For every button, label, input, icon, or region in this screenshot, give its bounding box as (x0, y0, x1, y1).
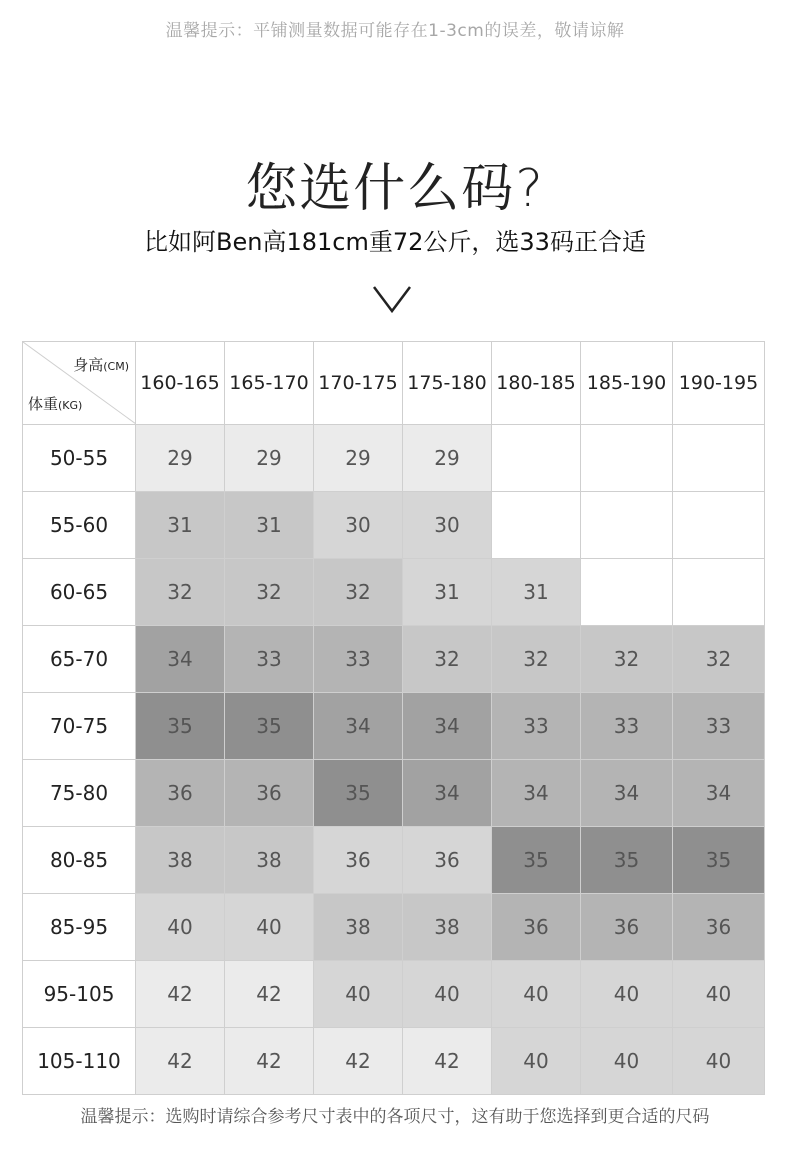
size-cell (581, 559, 673, 626)
size-cell: 31 (225, 492, 314, 559)
weight-range-cell: 65-70 (23, 626, 136, 693)
table-row (23, 425, 765, 492)
header-row (23, 342, 765, 425)
weight-range-cell: 75-80 (23, 760, 136, 827)
size-cell: 42 (136, 961, 225, 1028)
measurement-tip: 温馨提示：平铺测量数据可能存在1-3cm的误差，敬请谅解 (165, 21, 625, 41)
size-cell: 31 (492, 559, 581, 626)
table-row (23, 827, 765, 894)
size-cell: 38 (225, 827, 314, 894)
weight-range-cell: 85-95 (23, 894, 136, 961)
size-cell: 34 (136, 626, 225, 693)
size-cell (673, 425, 765, 492)
size-cell: 36 (492, 894, 581, 961)
table-row (23, 492, 765, 559)
size-cell: 38 (314, 894, 403, 961)
weight-axis-label: 体重(KG) (28, 395, 83, 413)
size-cell: 38 (403, 894, 492, 961)
size-cell: 35 (673, 827, 765, 894)
size-cell: 40 (492, 1028, 581, 1095)
size-cell: 31 (403, 559, 492, 626)
size-cell: 33 (673, 693, 765, 760)
size-cell: 34 (492, 760, 581, 827)
size-cell: 42 (136, 1028, 225, 1095)
size-cell: 30 (403, 492, 492, 559)
size-cell: 29 (225, 425, 314, 492)
weight-range-cell: 80-85 (23, 827, 136, 894)
size-cell (673, 559, 765, 626)
weight-range-cell: 60-65 (23, 559, 136, 626)
chevron-down-icon (372, 283, 412, 315)
height-range-header: 165-170 (225, 342, 314, 425)
height-range-header: 170-175 (314, 342, 403, 425)
size-cell: 29 (136, 425, 225, 492)
page-title: 您选什么码? (245, 159, 545, 219)
size-cell: 34 (403, 693, 492, 760)
size-cell: 36 (225, 760, 314, 827)
size-cell: 42 (225, 961, 314, 1028)
weight-range-cell: 95-105 (23, 961, 136, 1028)
size-cell: 36 (136, 760, 225, 827)
size-cell: 40 (673, 961, 765, 1028)
size-cell: 32 (314, 559, 403, 626)
size-cell: 32 (225, 559, 314, 626)
size-cell: 35 (225, 693, 314, 760)
height-axis-label: 身高(CM) (73, 356, 129, 374)
table-row (23, 559, 765, 626)
height-range-header: 185-190 (581, 342, 673, 425)
size-cell (581, 492, 673, 559)
example-subtitle: 比如阿Ben高181cm重72公斤，选33码正合适 (144, 228, 646, 256)
table-row (23, 693, 765, 760)
size-cell: 36 (403, 827, 492, 894)
size-cell: 35 (314, 760, 403, 827)
size-cell: 40 (581, 961, 673, 1028)
size-cell: 34 (314, 693, 403, 760)
size-cell: 40 (314, 961, 403, 1028)
size-cell: 42 (403, 1028, 492, 1095)
size-cell (581, 425, 673, 492)
size-cell: 42 (314, 1028, 403, 1095)
weight-range-cell: 55-60 (23, 492, 136, 559)
table-row (23, 961, 765, 1028)
size-cell: 32 (136, 559, 225, 626)
size-cell: 29 (314, 425, 403, 492)
size-cell (492, 492, 581, 559)
size-cell: 35 (581, 827, 673, 894)
size-cell: 34 (581, 760, 673, 827)
size-cell: 35 (136, 693, 225, 760)
height-range-header: 190-195 (673, 342, 765, 425)
height-range-header: 160-165 (136, 342, 225, 425)
size-cell: 34 (673, 760, 765, 827)
size-cell: 30 (314, 492, 403, 559)
size-cell: 33 (492, 693, 581, 760)
table-row (23, 626, 765, 693)
size-cell: 32 (581, 626, 673, 693)
size-cell: 36 (314, 827, 403, 894)
size-cell: 40 (403, 961, 492, 1028)
size-cell: 29 (403, 425, 492, 492)
size-cell: 40 (673, 1028, 765, 1095)
size-cell: 35 (492, 827, 581, 894)
table-row (23, 760, 765, 827)
table-row (23, 894, 765, 961)
size-cell: 32 (673, 626, 765, 693)
size-cell: 31 (136, 492, 225, 559)
size-cell (492, 425, 581, 492)
weight-range-cell: 70-75 (23, 693, 136, 760)
size-cell: 42 (225, 1028, 314, 1095)
size-cell: 32 (403, 626, 492, 693)
corner-header-cell (23, 342, 136, 425)
size-cell: 38 (136, 827, 225, 894)
size-cell: 36 (581, 894, 673, 961)
height-range-header: 175-180 (403, 342, 492, 425)
table-row (23, 1028, 765, 1095)
size-cell: 40 (581, 1028, 673, 1095)
sizing-advice-tip: 温馨提示：选购时请综合参考尺寸表中的各项尺寸，这有助于您选择到更合适的尺码 (80, 1107, 710, 1127)
size-cell: 40 (136, 894, 225, 961)
size-chart-table (22, 341, 765, 1095)
size-cell: 33 (225, 626, 314, 693)
size-cell: 33 (314, 626, 403, 693)
height-range-header: 180-185 (492, 342, 581, 425)
weight-range-cell: 105-110 (23, 1028, 136, 1095)
size-cell: 36 (673, 894, 765, 961)
weight-range-cell: 50-55 (23, 425, 136, 492)
size-cell (673, 492, 765, 559)
size-cell: 40 (492, 961, 581, 1028)
size-cell: 33 (581, 693, 673, 760)
size-cell: 34 (403, 760, 492, 827)
size-cell: 32 (492, 626, 581, 693)
size-cell: 40 (225, 894, 314, 961)
